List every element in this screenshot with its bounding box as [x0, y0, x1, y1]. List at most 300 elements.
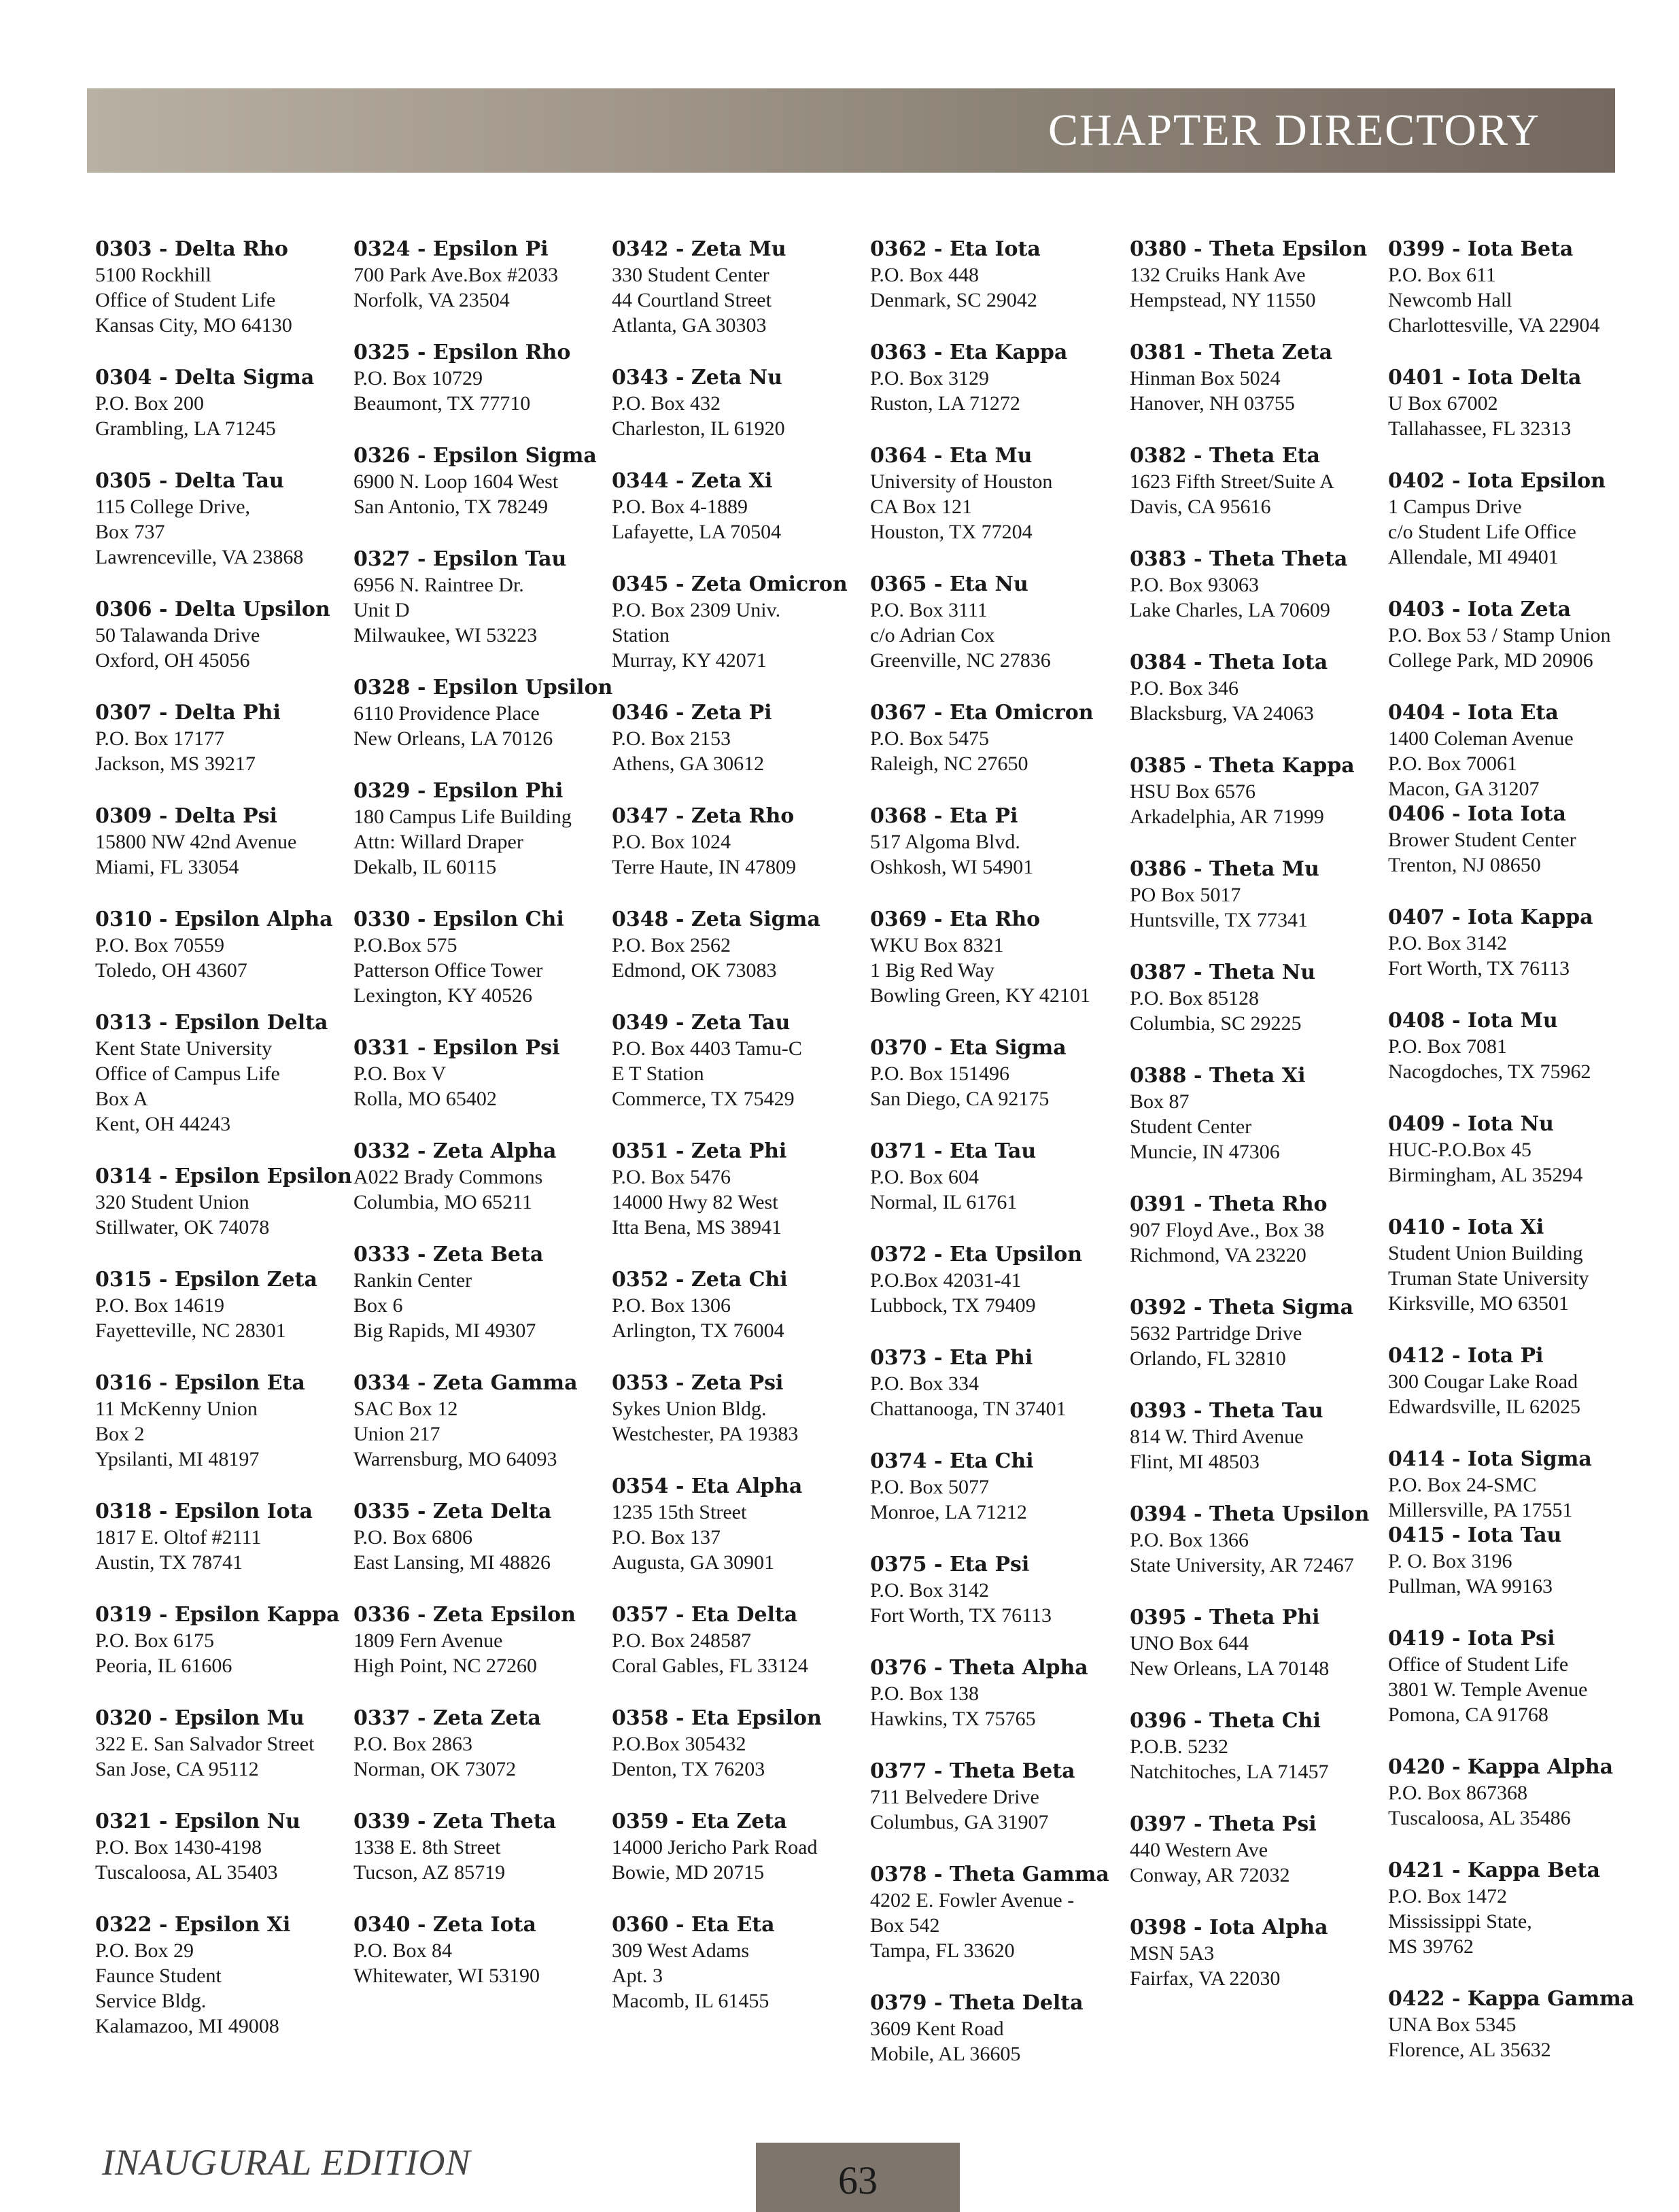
- chapter-address-line: Kent State University: [95, 1037, 272, 1060]
- chapter-address-line: 814 W. Third Avenue: [1130, 1425, 1304, 1448]
- chapter-name: 0393 - Theta Tau: [1130, 1399, 1323, 1423]
- chapter-address-line: 1817 E. Oltof #2111: [95, 1526, 262, 1549]
- chapter-address-line: Terre Haute, IN 47809: [612, 856, 797, 878]
- chapter-address-line: 50 Talawanda Drive: [95, 624, 260, 646]
- chapter-address-line: 5100 Rockhill: [95, 264, 211, 286]
- chapter-entry: [353, 907, 598, 1008]
- chapter-address-line: Unit D: [353, 599, 410, 621]
- chapter-address-line: P.O. Box 1024: [612, 831, 731, 853]
- chapter-address-line: Commerce, TX 75429: [612, 1088, 795, 1110]
- chapter-entry: [353, 1035, 598, 1111]
- chapter-entry: [612, 1912, 856, 2014]
- chapter-name: 0385 - Theta Kappa: [1130, 754, 1355, 778]
- chapter-entry: [1130, 1398, 1374, 1474]
- chapter-address-line: San Antonio, TX 78249: [353, 496, 549, 518]
- chapter-address-line: Pomona, CA 91768: [1388, 1704, 1548, 1726]
- chapter-address-line: Union 217: [353, 1423, 440, 1445]
- chapter-address-line: Mobile, AL 36605: [870, 2043, 1021, 2065]
- page-number: 63: [838, 2158, 878, 2202]
- chapter-name: 0421 - Kappa Beta: [1388, 1859, 1600, 1882]
- chapter-name: 0363 - Eta Kappa: [870, 341, 1068, 364]
- chapter-name: 0371 - Eta Tau: [870, 1139, 1037, 1163]
- chapter-address-line: Patterson Office Tower: [353, 959, 543, 982]
- chapter-address-line: Newcomb Hall: [1388, 289, 1512, 311]
- chapter-address-line: Fort Worth, TX 76113: [1388, 957, 1570, 980]
- chapter-name: 0360 - Eta Eta: [612, 1913, 775, 1937]
- chapter-address-line: New Orleans, LA 70148: [1130, 1657, 1330, 1680]
- chapter-address-line: P.O. Box 70559: [95, 934, 225, 956]
- chapter-entry: [353, 547, 598, 648]
- chapter-address-line: 1 Big Red Way: [870, 959, 994, 982]
- chapter-address-line: P.O. Box 151496: [870, 1062, 1010, 1085]
- chapter-name: 0406 - Iota Iota: [1388, 802, 1566, 826]
- chapter-name: 0381 - Theta Zeta: [1130, 341, 1333, 364]
- chapter-name: 0412 - Iota Pi: [1388, 1344, 1544, 1368]
- chapter-address-line: Columbia, MO 65211: [353, 1191, 533, 1213]
- chapter-address-line: MSN 5A3: [1130, 1942, 1215, 1965]
- chapter-address-line: Atlanta, GA 30303: [612, 314, 767, 336]
- chapter-address-line: P.O. Box 24-SMC: [1388, 1474, 1537, 1496]
- chapter-name: 0387 - Theta Nu: [1130, 961, 1316, 984]
- chapter-entry: [612, 1809, 856, 1885]
- chapter-entry: [1388, 801, 1633, 878]
- chapter-name: 0398 - Iota Alpha: [1130, 1916, 1328, 1939]
- chapter-entry: [1388, 1626, 1633, 1727]
- chapter-name: 0364 - Eta Mu: [870, 444, 1033, 468]
- chapter-address-line: P.O. Box 4-1889: [612, 496, 748, 518]
- chapter-name: 0346 - Zeta Pi: [612, 701, 772, 725]
- chapter-address-line: MS 39762: [1388, 1935, 1474, 1958]
- chapter-address-line: P.O. Box 6175: [95, 1629, 215, 1652]
- chapter-address-line: P.O. Box 85128: [1130, 987, 1260, 1009]
- chapter-name: 0409 - Iota Nu: [1388, 1112, 1554, 1136]
- chapter-address-line: Office of Student Life: [1388, 1653, 1569, 1676]
- chapter-entry: [1130, 650, 1374, 726]
- chapter-entry: [870, 237, 1115, 313]
- chapter-address-line: Station: [612, 624, 670, 646]
- chapter-entry: [1130, 1605, 1374, 1681]
- chapter-entry: [870, 1552, 1115, 1628]
- chapter-address-line: Mississippi State,: [1388, 1910, 1532, 1933]
- chapter-entry: [612, 468, 856, 545]
- chapter-address-line: c/o Adrian Cox: [870, 624, 995, 646]
- chapter-address-line: E T Station: [612, 1062, 704, 1085]
- chapter-name: 0322 - Epsilon Xi: [95, 1913, 291, 1937]
- chapter-name: 0340 - Zeta Iota: [353, 1913, 536, 1937]
- chapter-address-line: Columbia, SC 29225: [1130, 1012, 1302, 1035]
- chapter-address-line: Nacogdoches, TX 75962: [1388, 1060, 1591, 1083]
- chapter-address-line: Denmark, SC 29042: [870, 289, 1037, 311]
- chapter-name: 0331 - Epsilon Psi: [353, 1036, 560, 1060]
- chapter-address-line: Student Center: [1130, 1116, 1252, 1138]
- chapter-name: 0336 - Zeta Epsilon: [353, 1603, 576, 1627]
- chapter-address-line: Rankin Center: [353, 1269, 472, 1292]
- chapter-entry: [353, 1499, 598, 1575]
- chapter-address-line: Austin, TX 78741: [95, 1551, 243, 1574]
- chapter-address-line: P.O. Box 1366: [1130, 1529, 1249, 1551]
- chapter-address-line: Coral Gables, FL 33124: [612, 1655, 808, 1677]
- chapter-address-line: 1809 Fern Avenue: [353, 1629, 503, 1652]
- chapter-name: 0332 - Zeta Alpha: [353, 1139, 557, 1163]
- chapter-address-line: PO Box 5017: [1130, 884, 1241, 906]
- chapter-address-line: Hinman Box 5024: [1130, 367, 1281, 390]
- chapter-address-line: Student Union Building: [1388, 1242, 1583, 1264]
- chapter-address-line: HSU Box 6576: [1130, 780, 1256, 803]
- chapter-name: 0309 - Delta Psi: [95, 804, 277, 828]
- chapter-name: 0377 - Theta Beta: [870, 1759, 1075, 1783]
- chapter-entry: [612, 700, 856, 776]
- chapter-address-line: Flint, MI 48503: [1130, 1451, 1260, 1473]
- chapter-address-line: Houston, TX 77204: [870, 521, 1033, 543]
- chapter-address-line: 320 Student Union: [95, 1191, 249, 1213]
- chapter-name: 0415 - Iota Tau: [1388, 1523, 1562, 1547]
- chapter-address-line: Arlington, TX 76004: [612, 1319, 784, 1342]
- chapter-address-line: P.O. Box 3111: [870, 599, 988, 621]
- chapter-address-line: A022 Brady Commons: [353, 1166, 543, 1188]
- chapter-address-line: Macomb, IL 61455: [612, 1990, 769, 2012]
- chapter-entry: [1388, 1008, 1633, 1084]
- chapter-name: 0402 - Iota Epsilon: [1388, 469, 1606, 493]
- chapter-address-line: 180 Campus Life Building: [353, 806, 572, 828]
- chapter-address-line: 11 McKenny Union: [95, 1398, 258, 1420]
- chapter-name: 0313 - Epsilon Delta: [95, 1011, 328, 1035]
- directory-column-5: [1130, 237, 1374, 2018]
- chapter-name: 0397 - Theta Psi: [1130, 1812, 1317, 1836]
- chapter-name: 0399 - Iota Beta: [1388, 237, 1574, 261]
- chapter-name: 0342 - Zeta Mu: [612, 237, 786, 261]
- chapter-entry: [612, 237, 856, 338]
- chapter-name: 0352 - Zeta Chi: [612, 1268, 788, 1292]
- chapter-name: 0321 - Epsilon Nu: [95, 1810, 300, 1833]
- chapter-address-line: 330 Student Center: [612, 264, 769, 286]
- chapter-address-line: Miami, FL 33054: [95, 856, 239, 878]
- chapter-entry: [1130, 443, 1374, 519]
- chapter-address-line: Lawrenceville, VA 23868: [95, 546, 304, 568]
- chapter-address-line: Greenville, NC 27836: [870, 649, 1051, 672]
- chapter-address-line: P.O. Box 611: [1388, 264, 1496, 286]
- chapter-address-line: Blacksburg, VA 24063: [1130, 702, 1314, 725]
- chapter-address-line: 5632 Partridge Drive: [1130, 1322, 1302, 1345]
- chapter-address-line: New Orleans, LA 70126: [353, 727, 553, 750]
- directory-column-2: [353, 237, 613, 2016]
- chapter-address-line: 1338 E. 8th Street: [353, 1836, 501, 1859]
- chapter-name: 0347 - Zeta Rho: [612, 804, 795, 828]
- chapter-entry: [870, 1449, 1115, 1525]
- chapter-name: 0407 - Iota Kappa: [1388, 905, 1593, 929]
- chapter-address-line: Florence, AL 35632: [1388, 2039, 1551, 2061]
- chapter-entry: [612, 572, 856, 673]
- chapter-address-line: Orlando, FL 32810: [1130, 1347, 1286, 1370]
- chapter-address-line: P.O. Box 53 / Stamp Union: [1388, 624, 1611, 646]
- chapter-entry: [1388, 597, 1633, 673]
- chapter-entry: [1388, 1755, 1633, 1831]
- chapter-address-line: Office of Campus Life: [95, 1062, 280, 1085]
- chapter-address-line: 4202 E. Fowler Avenue -: [870, 1889, 1075, 1912]
- chapter-entry: [1388, 1858, 1633, 1959]
- chapter-address-line: San Diego, CA 92175: [870, 1088, 1050, 1110]
- chapter-address-line: East Lansing, MI 48826: [353, 1551, 551, 1574]
- chapter-entry: [870, 1862, 1115, 1963]
- page-title: CHAPTER DIRECTORY: [1048, 105, 1540, 155]
- chapter-entry: [353, 778, 598, 880]
- chapter-address-line: Edmond, OK 73083: [612, 959, 777, 982]
- chapter-entry: [1130, 1915, 1374, 1991]
- chapter-address-line: Rolla, MO 65402: [353, 1088, 497, 1110]
- chapter-entry: [870, 907, 1115, 1008]
- chapter-entry: [1388, 468, 1633, 570]
- chapter-address-line: 440 Western Ave: [1130, 1839, 1268, 1861]
- chapter-address-line: P.O.Box 305432: [612, 1733, 746, 1755]
- chapter-name: 0318 - Epsilon Iota: [95, 1500, 313, 1523]
- chapter-name: 0358 - Eta Epsilon: [612, 1706, 822, 1730]
- chapter-address-line: Jackson, MS 39217: [95, 753, 256, 775]
- chapter-address-line: Augusta, GA 30901: [612, 1551, 775, 1574]
- chapter-address-line: Brower Student Center: [1388, 829, 1576, 851]
- chapter-address-line: P.O. Box 17177: [95, 727, 225, 750]
- chapter-address-line: Fairfax, VA 22030: [1130, 1967, 1281, 1990]
- chapter-address-line: State University, AR 72467: [1130, 1554, 1354, 1576]
- chapter-name: 0388 - Theta Xi: [1130, 1064, 1306, 1088]
- chapter-name: 0359 - Eta Zeta: [612, 1810, 787, 1833]
- chapter-address-line: Murray, KY 42071: [612, 649, 767, 672]
- chapter-entry: [95, 1010, 340, 1137]
- chapter-address-line: 517 Algoma Blvd.: [870, 831, 1020, 853]
- chapter-address-line: Sykes Union Bldg.: [612, 1398, 767, 1420]
- chapter-address-line: Millersville, PA 17551: [1388, 1499, 1573, 1521]
- chapter-address-line: Pullman, WA 99163: [1388, 1575, 1553, 1597]
- chapter-address-line: 15800 NW 42nd Avenue: [95, 831, 297, 853]
- chapter-entry: [612, 1370, 856, 1447]
- chapter-entry: [353, 340, 598, 416]
- chapter-name: 0392 - Theta Sigma: [1130, 1296, 1354, 1319]
- chapter-name: 0391 - Theta Rho: [1130, 1192, 1328, 1216]
- chapter-address-line: Peoria, IL 61606: [95, 1655, 232, 1677]
- chapter-address-line: Lafayette, LA 70504: [612, 521, 782, 543]
- chapter-address-line: Beaumont, TX 77710: [353, 392, 531, 415]
- chapter-entry: [1388, 700, 1633, 801]
- chapter-address-line: P.O. Box 1472: [1388, 1885, 1508, 1907]
- chapter-address-line: 300 Cougar Lake Road: [1388, 1370, 1578, 1393]
- chapter-address-line: University of Houston: [870, 470, 1053, 493]
- chapter-entry: [612, 1010, 856, 1111]
- chapter-address-line: 14000 Jericho Park Road: [612, 1836, 818, 1859]
- chapter-address-line: Box 87: [1130, 1090, 1190, 1113]
- chapter-entry: [1388, 1343, 1633, 1419]
- chapter-entry: [95, 597, 340, 673]
- chapter-address-line: Faunce Student: [95, 1965, 222, 1987]
- chapter-address-line: Ruston, LA 71272: [870, 392, 1020, 415]
- chapter-name: 0419 - Iota Psi: [1388, 1627, 1555, 1651]
- chapter-address-line: Kent, OH 44243: [95, 1113, 231, 1135]
- chapter-entry: [1130, 1708, 1374, 1784]
- chapter-entry: [1388, 905, 1633, 981]
- chapter-address-line: Athens, GA 30612: [612, 753, 765, 775]
- chapter-address-line: P.O. Box 334: [870, 1372, 980, 1395]
- chapter-address-line: 3609 Kent Road: [870, 2018, 1004, 2040]
- chapter-name: 0329 - Epsilon Phi: [353, 779, 564, 803]
- chapter-address-line: Service Bldg.: [95, 1990, 207, 2012]
- chapter-address-line: P.O. Box 3142: [870, 1579, 990, 1602]
- chapter-address-line: Office of Student Life: [95, 289, 276, 311]
- chapter-address-line: P.O. Box V: [353, 1062, 447, 1085]
- chapter-entry: [1388, 1523, 1633, 1599]
- chapter-name: 0420 - Kappa Alpha: [1388, 1755, 1614, 1779]
- chapter-entry: [1388, 1111, 1633, 1188]
- chapter-name: 0314 - Epsilon Epsilon: [95, 1164, 352, 1188]
- directory-column-1: [95, 237, 352, 2066]
- chapter-entry: [1388, 1215, 1633, 1316]
- chapter-address-line: 6956 N. Raintree Dr.: [353, 574, 524, 596]
- chapter-entry: [95, 237, 340, 338]
- chapter-name: 0320 - Epsilon Mu: [95, 1706, 305, 1730]
- chapter-address-line: Big Rapids, MI 49307: [353, 1319, 536, 1342]
- chapter-entry: [1388, 237, 1633, 338]
- chapter-address-line: WKU Box 8321: [870, 934, 1004, 956]
- chapter-address-line: P.O.Box 42031-41: [870, 1269, 1022, 1292]
- chapter-address-line: P.O. Box 5476: [612, 1166, 731, 1188]
- chapter-address-line: 322 E. San Salvador Street: [95, 1733, 315, 1755]
- chapter-address-line: UNO Box 644: [1130, 1632, 1249, 1655]
- chapter-address-line: 1 Campus Drive: [1388, 496, 1522, 518]
- chapter-address-line: 132 Cruiks Hank Ave: [1130, 264, 1306, 286]
- chapter-name: 0395 - Theta Phi: [1130, 1606, 1320, 1629]
- chapter-address-line: P. O. Box 3196: [1388, 1550, 1512, 1572]
- chapter-name: 0365 - Eta Nu: [870, 572, 1028, 596]
- chapter-entry: [1130, 857, 1374, 933]
- chapter-name: 0339 - Zeta Theta: [353, 1810, 557, 1833]
- chapter-entry: [1130, 1192, 1374, 1268]
- chapter-address-line: 907 Floyd Ave., Box 38: [1130, 1219, 1325, 1241]
- chapter-entry: [95, 365, 340, 441]
- chapter-address-line: 6110 Providence Place: [353, 702, 540, 725]
- chapter-address-line: P.O.B. 5232: [1130, 1735, 1229, 1758]
- chapter-address-line: Lubbock, TX 79409: [870, 1294, 1036, 1317]
- chapter-address-line: Apt. 3: [612, 1965, 663, 1987]
- chapter-address-line: Kirksville, MO 63501: [1388, 1292, 1569, 1315]
- chapter-address-line: P.O. Box 10729: [353, 367, 483, 390]
- chapter-address-line: Hanover, NH 03755: [1130, 392, 1295, 415]
- chapter-entry: [870, 340, 1115, 416]
- chapter-address-line: Norfolk, VA 23504: [353, 289, 510, 311]
- chapter-name: 0396 - Theta Chi: [1130, 1709, 1321, 1733]
- directory-column-4: [870, 237, 1115, 2094]
- chapter-entry: [353, 1809, 598, 1885]
- chapter-name: 0310 - Epsilon Alpha: [95, 908, 333, 931]
- chapter-entry: [612, 365, 856, 441]
- chapter-name: 0326 - Epsilon Sigma: [353, 444, 597, 468]
- chapter-entry: [95, 907, 340, 983]
- chapter-address-line: College Park, MD 20906: [1388, 649, 1593, 672]
- chapter-entry: [95, 803, 340, 880]
- chapter-address-line: P.O. Box 29: [95, 1939, 194, 1962]
- chapter-address-line: Tuscaloosa, AL 35403: [95, 1861, 278, 1884]
- chapter-address-line: 700 Park Ave.Box #2033: [353, 264, 559, 286]
- chapter-name: 0304 - Delta Sigma: [95, 366, 315, 390]
- chapter-entry: [1130, 547, 1374, 623]
- chapter-address-line: Edwardsville, IL 62025: [1388, 1396, 1580, 1418]
- chapter-entry: [612, 1267, 856, 1343]
- chapter-entry: [95, 1499, 340, 1575]
- chapter-name: 0404 - Iota Eta: [1388, 701, 1559, 725]
- chapter-name: 0324 - Epsilon Pi: [353, 237, 549, 261]
- chapter-name: 0316 - Epsilon Eta: [95, 1371, 305, 1395]
- chapter-address-line: P.O. Box 1430-4198: [95, 1836, 262, 1859]
- chapter-name: 0354 - Eta Alpha: [612, 1474, 803, 1498]
- chapter-address-line: Westchester, PA 19383: [612, 1423, 799, 1445]
- chapter-address-line: Raleigh, NC 27650: [870, 753, 1028, 775]
- chapter-address-line: Lexington, KY 40526: [353, 984, 533, 1007]
- chapter-name: 0334 - Zeta Gamma: [353, 1371, 578, 1395]
- chapter-address-line: Truman State University: [1388, 1267, 1589, 1290]
- chapter-entry: [612, 907, 856, 983]
- chapter-entry: [1388, 365, 1633, 441]
- chapter-entry: [95, 468, 340, 570]
- chapter-address-line: P.O. Box 7081: [1388, 1035, 1508, 1058]
- chapter-address-line: Monroe, LA 71212: [870, 1501, 1027, 1523]
- chapter-entry: [1388, 1447, 1633, 1523]
- chapter-entry: [1130, 1502, 1374, 1578]
- chapter-name: 0376 - Theta Alpha: [870, 1656, 1088, 1680]
- chapter-address-line: Bowling Green, KY 42101: [870, 984, 1090, 1007]
- chapter-name: 0370 - Eta Sigma: [870, 1036, 1067, 1060]
- chapter-name: 0414 - Iota Sigma: [1388, 1447, 1592, 1471]
- chapter-address-line: 14000 Hwy 82 West: [612, 1191, 778, 1213]
- chapter-address-line: High Point, NC 27260: [353, 1655, 538, 1677]
- chapter-entry: [95, 1164, 352, 1240]
- chapter-name: 0343 - Zeta Nu: [612, 366, 782, 390]
- chapter-name: 0386 - Theta Mu: [1130, 857, 1319, 881]
- edition-label: INAUGURAL EDITION: [102, 2142, 471, 2183]
- chapter-address-line: Hawkins, TX 75765: [870, 1708, 1036, 1730]
- chapter-name: 0335 - Zeta Delta: [353, 1500, 552, 1523]
- chapter-name: 0349 - Zeta Tau: [612, 1011, 791, 1035]
- chapter-name: 0333 - Zeta Beta: [353, 1243, 544, 1266]
- chapter-address-line: Box 737: [95, 521, 165, 543]
- chapter-name: 0422 - Kappa Gamma: [1388, 1987, 1635, 2011]
- chapter-entry: [1130, 1295, 1374, 1371]
- chapter-address-line: P.O. Box 200: [95, 392, 205, 415]
- chapter-address-line: Dekalb, IL 60115: [353, 856, 497, 878]
- chapter-address-line: Tuscaloosa, AL 35486: [1388, 1807, 1571, 1829]
- chapter-address-line: Itta Bena, MS 38941: [612, 1216, 782, 1239]
- chapter-address-line: Bowie, MD 20715: [612, 1861, 765, 1884]
- chapter-name: 0307 - Delta Phi: [95, 701, 281, 725]
- chapter-entry: [353, 1370, 598, 1472]
- chapter-name: 0410 - Iota Xi: [1388, 1215, 1544, 1239]
- chapter-name: 0362 - Eta Iota: [870, 237, 1041, 261]
- header-banner: [87, 88, 1615, 173]
- chapter-name: 0303 - Delta Rho: [95, 237, 288, 261]
- chapter-address-line: Tallahassee, FL 32313: [1388, 417, 1572, 440]
- chapter-entry: [353, 1912, 598, 1988]
- chapter-address-line: Davis, CA 95616: [1130, 496, 1271, 518]
- chapter-address-line: P.O. Box 2309 Univ.: [612, 599, 781, 621]
- chapter-address-line: P.O. Box 14619: [95, 1294, 225, 1317]
- chapter-address-line: P.O. Box 84: [353, 1939, 453, 1962]
- chapter-entry: [95, 1267, 340, 1343]
- chapter-entry: [870, 700, 1115, 776]
- chapter-address-line: Fayetteville, NC 28301: [95, 1319, 286, 1342]
- chapter-address-line: Oxford, OH 45056: [95, 649, 250, 672]
- chapter-address-line: Denton, TX 76203: [612, 1758, 765, 1780]
- chapter-address-line: 309 West Adams: [612, 1939, 750, 1962]
- chapter-entry: [353, 237, 598, 313]
- chapter-entry: [612, 1602, 856, 1678]
- chapter-address-line: Warrensburg, MO 64093: [353, 1448, 557, 1470]
- chapter-name: 0357 - Eta Delta: [612, 1603, 798, 1627]
- chapter-address-line: Attn: Willard Draper: [353, 831, 523, 853]
- chapter-address-line: Fort Worth, TX 76113: [870, 1604, 1052, 1627]
